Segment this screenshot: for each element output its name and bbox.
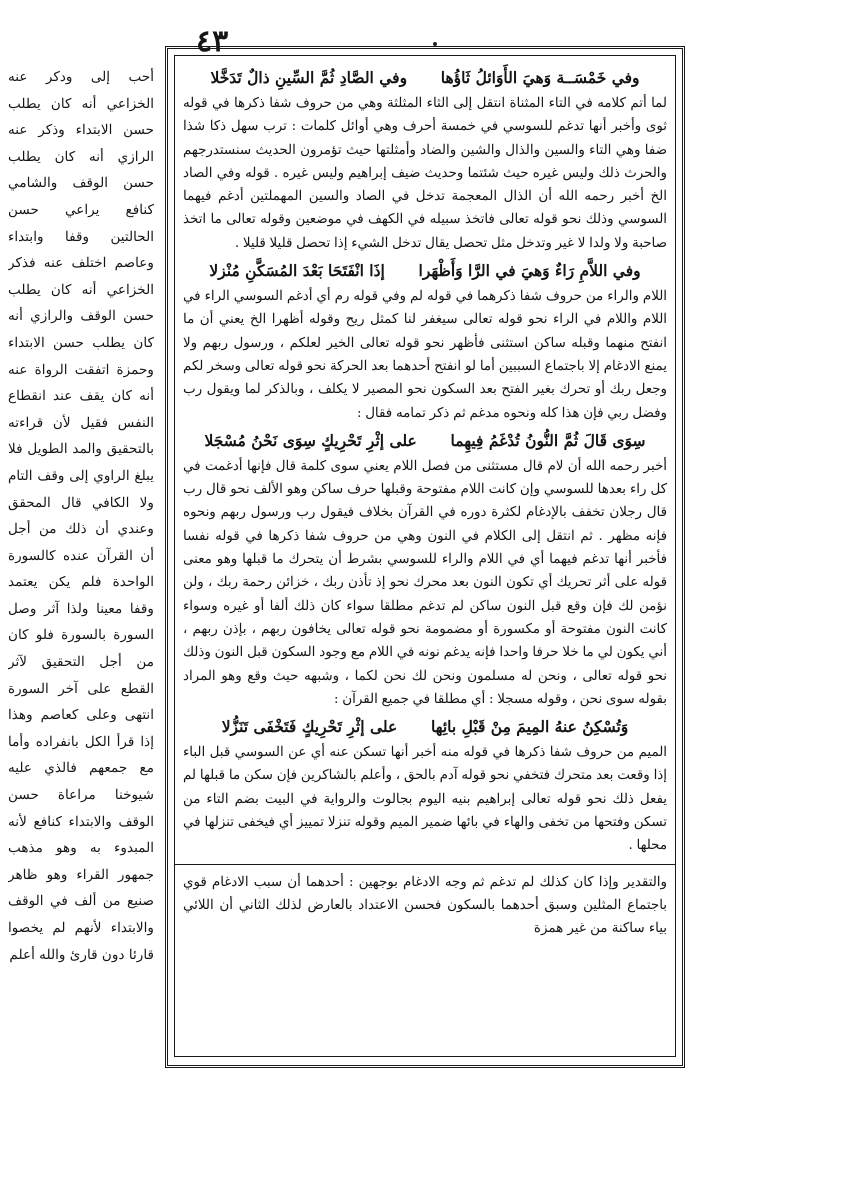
commentary-paragraph: الميم من حروف شفا ذكرها في قوله منه أخبر أنها تسكن عنه أي عن السوسي قبل الباء إذا وقعت بعد متحرك فتخفي نحو قوله آدم بالحق ، وأعلم بالشاكرين فإن سكن ما قبلها لم يفعل ذلك نحو قوله تعالى إبراهيم بنيه اليوم بجالوت والرواية في البيت بضم التاء من تسكن وفتحها من تخفى والهاء في بائها ضمير الميم وقوله تنزلا تمييز أي فيخفى تنزلها في محلها .: [183, 745, 667, 854]
verse-hemistich-left: على إثْرِ تَحْرِيكٍ سِوَى نَحْنُ مُسْجَلا: [204, 430, 417, 450]
margin-commentary: [8, 64, 154, 1074]
margin-note-text: أحب إلى ودكر عنه الخزاعي أنه كان يطلب حسن الابتداء وذكر عنه الرازي أنه كان يطلب حسن الوقف والشامي كنافع يراعي حسن الحالتين وقفا وابتداء وعاصم اختلف عنه فذكر الخزاعي أنه كان يطلب حسن الوقف والرازي أنه كان يطلب حسن الابتداء وحمزة اتفقت الرواة عنه أنه كان يقف عند انقطاع النفس فقيل لأن قراءته بالتحقيق والمد الطويل فلا يبلغ الراوي إلى وقف التام ولا الكافي قال المحقق وعندي أن ذلك من أجل أن القرآن عنده كالسورة الواحدة فلم يكن يعتمد وقفا معينا ولذا آثر وصل السورة بالسورة فلو كان من أجل التحقيق لآثر القطع على آخر السورة انتهى وعلى كعاصم وهذا إذا قرأ الكل بانفراده وأما مع جمعهم فالذي عليه شيوخنا مراعاة حسن الوقف والابتداء كنافع لأنه المبدوء به وهو مذهب جمهور القراء وهو ظاهر صنيع من ألف في الوقف والابتداء لأنهم لم يخصوا قارئا دون قارئ والله أعلم: [8, 69, 154, 963]
verse-hemistich-left: وفي الصَّادِ ثُمَّ السِّينِ ذالٌ تَدَخَّلا: [210, 68, 408, 87]
verse-line: [183, 259, 667, 283]
verse-line: [183, 715, 667, 739]
commentary-paragraph: أخبر رحمه الله أن لام قال مستثنى من فصل اللام يعني سوى كلمة قال فإنها أدغمت في كل راء بعدها للسوسي وإن كانت اللام مفتوحة وقبلها حرف ساكن وهو الألف نحو قال رب قال رجلان تخفف بالإدغام لكثرة دوره في القرآن بخلاف فيقول رب ورسول ربهم ونحوه فإنه مظهر . ثم انتقل إلى الكلام في النون وهي من حروف شفا ذكرها في قوله نفسا فأخبر أنها تدغم فيهما أي في اللام والراء للسوسي بشرط أن يتحرك ما قبلها وهو معنى قوله على أثر تحريك أي تكون النون بعد محرك نحو إذ تأذن ربك ، خزائن رحمة ربك ، ولن نؤمن لك فإن وقع قبل النون ساكن لم تدغم مطلقا سواء كان ذلك ألفا أو غيره وسواء كانت النون مفتوحة أو مكسورة أو مضمومة نحو قوله تعالى يخافون ربهم ، بإذن ربهم ، أني يكون لي ما خلا حرفا واحدا فإنه يدغم نونه في اللام مع وجود السكون قبل النون وذلك نحو قوله تعالى ، ونحن له مسلمون ونحن لك نحن لكما ، وشبهه حيث وقع وهو المراد بقوله سوى نحن ، وقوله مسجلا : أي مطلقا في جميع القرآن :: [183, 458, 667, 707]
main-text-block: [174, 55, 676, 1057]
page-number: ٤٣: [196, 24, 229, 59]
verse-hemistich-right: سِوَى قَالَ ثُمَّ النُّونُ تُدْغَمُ فِيهِما: [450, 430, 646, 450]
verse-hemistich-left: على إثْرِ تَحْرِيكٍ فَتَخْفَى تَنَزُّلا: [221, 717, 398, 737]
verse-hemistich-right: وفي اللاَّمِ رَاءٌ وَهيَ في الرَّا وَأَظْهَرا: [418, 261, 641, 281]
verse-hemistich-right: وفي خَمْسَــة وَهيَ الأَوَائلُ ثَاؤُها: [440, 68, 640, 87]
footnote-divider: [175, 864, 675, 865]
verse-hemistich-right: وَتُسْكِنُ عنهُ المِيمَ مِنْ قَبْلِ بائِها: [430, 717, 629, 737]
commentary-paragraph: لما أتم كلامه في التاء المثناة انتقل إلى الثاء المثلثة وهي من حروف شفا ذكرها في قوله ثوى وأخبر أنها تدغم للسوسي في خمسة أحرف وهي أوائل كلمات : ترب سهل ذكا شذا ضفا وهي التاء والسين والذال والشين والضاد وأمثلتها حيث تؤمرون الحديث سنستدرجهم والحرث ذلك وليس غيره حيث شئتما وحديث ضيف إبراهيم وليس غيره . قوله وفي الصاد الخ أخبر رحمه الله أن الذال المعجمة تدخل في الصاد والسين المهملتين أدغم فيهما السوسي وذلك نحو قوله تعالى فاتخذ سبيله في الكهف في موضعين وقوله تعالى ما اتخذ صاحبة ولا ولدا لا غير وتدخل مثل تحصل يقال تدخل الشيء إذا تحصل قليلا قليلا .: [183, 96, 667, 251]
verse-line: [183, 429, 667, 453]
commentary-paragraph: اللام والراء من حروف شفا ذكرهما في قوله لم وفي قوله رم أي أدغم السوسي الراء في اللام واللام في الراء نحو قوله تعالى سيغفر لنا كمثل ريح وقوله أظهرا الخ يعني أن ما انفتح منهما وقبله ساكن استثنى فأظهر نحو قوله تعالى الخير لعلكم ، ورسول ربهم ولا يمنع الادغام إلا باجتماع السببين أما لو انفتح أحدهما بعد الحركة نحو قوله تعالى وسخر لكم وجعل ربك أو تحرك بغير الفتح بعد السكون نحو المصير لا يكلف ، وبالذكر لما ويقول رب وفضل ربي فإن هذا كله ونحوه مدغم ثم ذكر تمامه فقال :: [183, 289, 667, 421]
verse-line: [183, 66, 667, 90]
footnote: والتقدير وإذا كان كذلك لم تدغم ثم وجه الادغام بوجهين : أحدهما أن سبب الادغام قوي باجتماع المثلين وسبق أحدهما بالسكون فحسن الاعتداد بالعارض لذلك الثاني أن اللائي بياء ساكنة من غير همزة: [183, 874, 667, 936]
verse-hemistich-left: إذَا انْفَتَحَا بَعْدَ المُسَكَّنِ مُنْزلا: [209, 261, 385, 281]
